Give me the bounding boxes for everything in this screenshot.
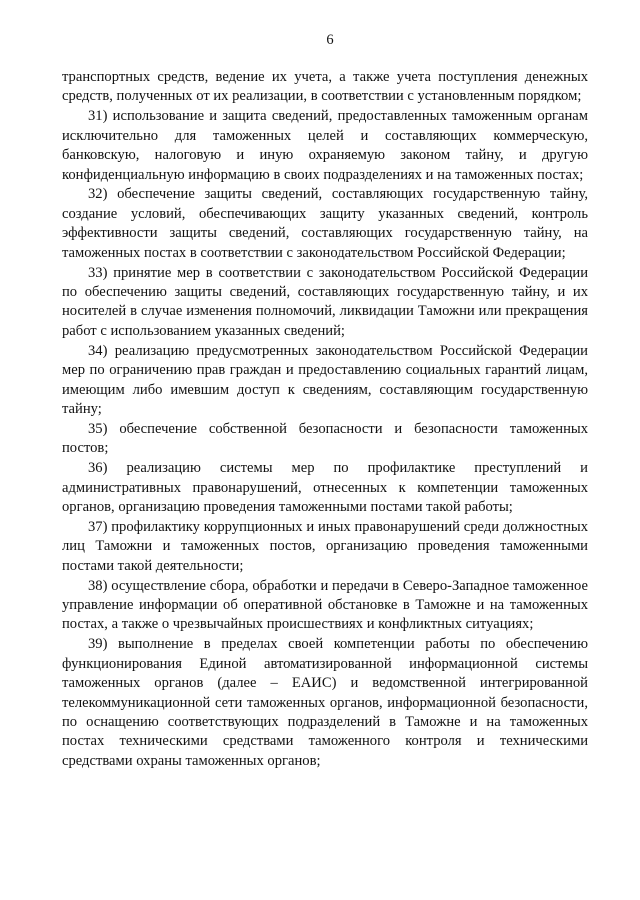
paragraph-item: 33) принятие мер в соответствии с законодательством Российской Федерации по обеспечению защиты сведений, составляющих государственную тайну, и их носителей в случае изменения полномочий, ликвидации Таможни или прекращения работ с использованием указанных сведений;	[62, 264, 588, 339]
paragraph-item: 39) выполнение в пределах своей компетенции работы по обеспечению функционирования Единой автоматизированной информационной системы таможенных органов (далее – ЕАИС) и ведомственной интегрированной телекоммуникационной сети таможенных органов, информационной безопасности, по оснащению соответствующих подразделений в Таможне и на таможенных постах техническими средствами таможенного контроля и техническими средствами охраны таможенных органов;	[62, 636, 588, 769]
paragraph-item: 36) реализацию системы мер по профилактике преступлений и административных правонарушений, отнесенных к компетенции таможенных органов, организацию проведения таможенными постами такой работы;	[62, 460, 588, 515]
paragraph-item: 38) осуществление сбора, обработки и передачи в Северо-Западное таможенное управление информации об оперативной обстановке в Таможне и на таможенных постах, а также о чрезвычайных происшествиях и конфликтных ситуациях;	[62, 577, 588, 633]
paragraph-item: 31) использование и защита сведений, предоставленных таможенным органам исключительно для таможенных целей и составляющих коммерческую, банковскую, налоговую и иную охраняемую законом тайну, и другую конфиденциальную информацию в своих подразделениях и на таможенных постах;	[62, 108, 588, 183]
paragraph-continuation: транспортных средств, ведение их учета, а также учета поступления денежных средств, полученных от их реализации, в соответствии с установленным порядком;	[62, 69, 588, 105]
paragraph-item: 32) обеспечение защиты сведений, составляющих государственную тайну, создание условий, обеспечивающих защиту указанных сведений, контроль эффективности защиты сведений, составляющих государственную тайну, на таможенных постах в соответствии с законодательством Российской Федерации;	[62, 186, 588, 261]
paragraph-list	[62, 68, 588, 771]
document-page	[62, 30, 588, 772]
paragraph-item: 35) обеспечение собственной безопасности и безопасности таможенных постов;	[62, 420, 588, 457]
page-number: 6	[326, 32, 334, 48]
paragraph-item: 34) реализацию предусмотренных законодательством Российской Федерации мер по ограничению прав граждан и предоставлению социальных гарантий лицам, имеющим либо имевшим доступ к сведениям, составляющим государственную тайну;	[62, 342, 588, 417]
paragraph-item: 37) профилактику коррупционных и иных правонарушений среди должностных лиц Таможни и таможенных постов, организацию проведения таможенными постами такой деятельности;	[62, 518, 588, 574]
